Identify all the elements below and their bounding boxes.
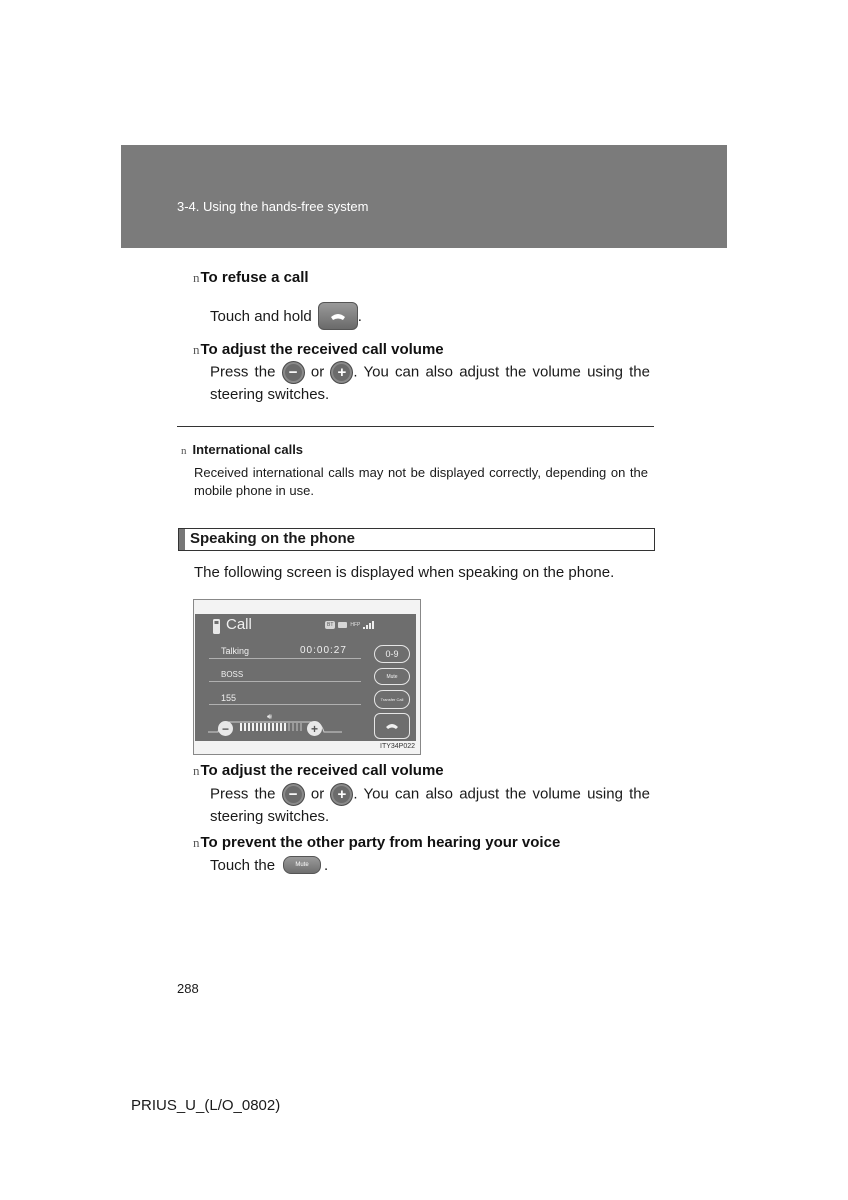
image-code: ITY34P022 [380,743,416,750]
volume-up-button[interactable] [330,783,353,806]
section-title: Speaking on the phone [190,530,356,547]
screen-mute-button[interactable]: Mute [374,668,410,685]
hang-up-phone-icon [319,303,357,329]
refuse-text-after: . [357,307,362,325]
row-divider [209,658,361,659]
volume-instruction-2 [210,783,650,827]
mute-heading [193,834,560,851]
bullet-marker: n [181,445,187,457]
mute-text-after: . [324,856,329,874]
document-code: PRIUS_U_(L/O_0802) [131,1097,281,1114]
volume-heading-2 [193,762,444,779]
press-text: Press the [210,785,276,803]
minus-icon: − [288,786,298,803]
note-heading [181,442,303,457]
volume-bar [244,723,246,731]
volume-bar [268,723,270,731]
or-text: or [310,785,325,803]
keypad-button[interactable]: 0-9 [374,645,410,663]
or-text: or [310,363,325,381]
note-title: International calls [192,442,304,457]
row-divider [209,681,361,682]
bullet-marker: n [193,835,200,850]
call-screen-title: Call [226,616,252,633]
transfer-call-button[interactable]: Transfer Call [374,690,410,709]
screen-hang-up-button[interactable] [374,713,410,739]
volume-bar [240,723,242,731]
volume-bar [272,723,274,731]
signal-strength-icon [363,621,375,629]
phone-handset-icon [212,618,222,635]
minus-icon: − [288,364,298,381]
row-divider [209,704,361,705]
volume-bar [264,723,266,731]
plus-icon: + [337,364,347,381]
volume-instruction-1 [210,361,650,405]
volume-bar [300,723,302,731]
screen-volume-up-button[interactable]: + [307,721,322,736]
volume-bar [276,723,278,731]
refuse-call-title: To refuse a call [200,269,309,286]
volume-bar [284,723,286,731]
volume-bar [248,723,250,731]
bullet-marker: n [193,270,200,285]
hang-up-phone-icon [385,722,399,730]
mute-title: To prevent the other party from hearing your voice [200,834,561,851]
header-band [121,145,727,248]
intro-text: The following screen is displayed when speaking on the phone. [194,564,615,581]
volume-rest-text: . You can also adjust the volume using the steering switches. [210,785,650,825]
bullet-marker: n [193,763,200,778]
mute-instruction [210,855,328,875]
hang-up-button[interactable] [318,302,358,330]
caller-name: BOSS [221,670,244,679]
volume-bar [280,723,282,731]
volume-rest-text: . You can also adjust the volume using the steering switches. [210,363,650,403]
volume-title-2: To adjust the received call volume [200,762,444,779]
svg-text:🔊︎: 🔊︎ [267,712,273,721]
section-heading-bar [179,529,185,550]
volume-bar [296,723,298,731]
volume-down-button[interactable] [282,783,305,806]
caller-number: 155 [221,693,237,703]
press-text: Press the [210,363,276,381]
refuse-text-before: Touch and hold [210,307,312,325]
screen-volume-down-button[interactable]: − [218,721,233,736]
volume-bar [288,723,290,731]
mute-text-before: Touch the [210,856,276,874]
refuse-call-heading [193,269,309,286]
divider-rule [177,426,654,427]
battery-icon [338,622,347,628]
page-number: 288 [177,981,199,996]
status-indicators [325,621,375,629]
bullet-marker: n [193,342,200,357]
talking-label: Talking [221,646,250,656]
volume-bar [252,723,254,731]
volume-title-1: To adjust the received call volume [200,341,444,358]
bt-indicator: BT [327,622,334,628]
volume-bar [260,723,262,731]
mute-button[interactable]: Mute [283,856,321,874]
volume-up-button[interactable] [330,361,353,384]
volume-level-bars [240,723,302,731]
section-header: 3-4. Using the hands-free system [177,199,369,214]
hfp-indicator: HFP [350,622,361,628]
note-text: Received international calls may not be displayed correctly, depending on the mobile phone in use. [194,465,648,498]
volume-heading-1 [193,341,444,358]
volume-down-button[interactable] [282,361,305,384]
plus-icon: + [337,786,347,803]
volume-bar [292,723,294,731]
volume-bar [256,723,258,731]
call-timer: 00:00:27 [300,645,347,656]
refuse-call-instruction [210,301,362,331]
